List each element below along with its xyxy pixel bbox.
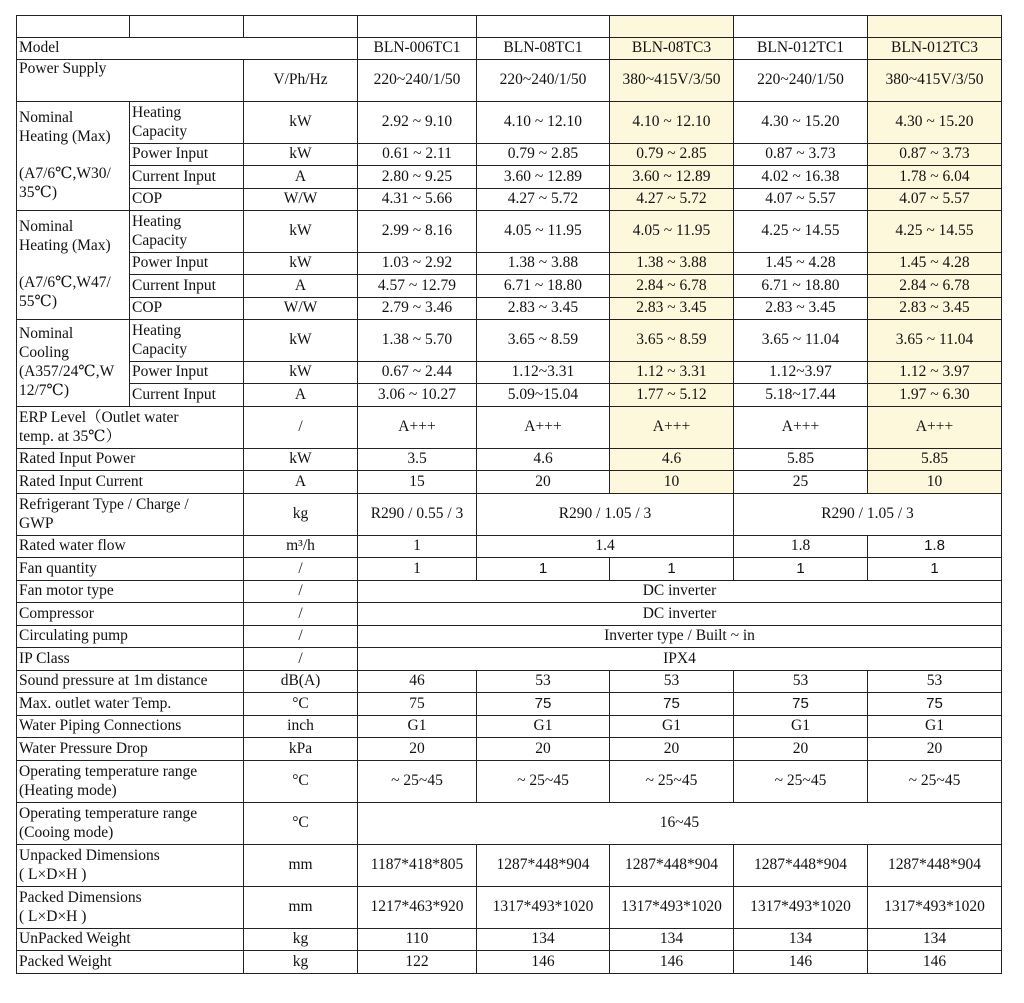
table-row [17,60,1002,102]
table-cell: 20 [477,738,610,761]
table-cell: kW [244,211,358,253]
table-cell: 2.80 ~ 9.25 [358,166,477,189]
table-cell: kW [244,320,358,362]
row-label-cell: Operating temperature range (Cooing mode) [17,803,244,845]
table-cell: 1.12 ~ 3.31 [610,362,734,384]
table-cell: 75 [358,693,477,716]
table-cell: 2.84 ~ 6.78 [868,275,1002,298]
table-cell: 134 [610,929,734,951]
table-cell: 1 [734,558,868,581]
row-label-cell: Power Supply [17,60,244,102]
table-cell: R290 / 1.05 / 3 [734,494,1002,536]
table-cell: 1287*448*904 [868,845,1002,887]
table-cell: 46 [358,671,477,693]
row-label-cell: Nominal Heating (Max) (A7/6℃,W30/ 35℃) [17,102,130,211]
table-cell [868,16,1002,38]
table-cell: 3.06 ~ 10.27 [358,384,477,407]
table-cell: 110 [358,929,477,951]
table-row [17,603,1002,626]
table-cell: kg [244,951,358,974]
table-row [17,693,1002,716]
table-row [17,803,1002,845]
table-row [17,671,1002,693]
table-cell: 1.4 [477,536,734,558]
table-cell: BLN-012TC1 [734,38,868,60]
row-label-cell: COP [130,298,244,320]
table-cell: DC inverter [358,603,1002,626]
table-cell: 1.8 [734,536,868,558]
table-cell: 1.45 ~ 4.28 [868,253,1002,275]
table-cell: W/W [244,298,358,320]
table-cell: 4.02 ~ 16.38 [734,166,868,189]
table-cell: 1217*463*920 [358,887,477,929]
table-cell: R290 / 1.05 / 3 [477,494,734,536]
table-cell: 10 [610,471,734,494]
table-cell: 2.79 ~ 3.46 [358,298,477,320]
table-cell: 134 [477,929,610,951]
table-cell: 4.05 ~ 11.95 [477,211,610,253]
spec-table-body [17,16,1002,974]
table-cell: 1.77 ~ 5.12 [610,384,734,407]
table-cell: 53 [868,671,1002,693]
table-cell: 20 [734,738,868,761]
table-cell: 1 [610,558,734,581]
table-cell: mm [244,845,358,887]
table-cell: 4.25 ~ 14.55 [734,211,868,253]
row-label-cell: Operating temperature range (Heating mode) [17,761,244,803]
table-row [17,648,1002,671]
table-cell: 4.10 ~ 12.10 [477,102,610,144]
table-cell: 1317*493*1020 [610,887,734,929]
table-cell: 0.79 ~ 2.85 [477,144,610,166]
table-cell: 146 [610,951,734,974]
table-cell: V/Ph/Hz [244,60,358,102]
table-cell: 4.27 ~ 5.72 [477,189,610,211]
table-cell: kW [244,449,358,471]
table-cell: A+++ [610,407,734,449]
table-cell: DC inverter [358,581,1002,603]
row-label-cell: Power Input [130,362,244,384]
row-label-cell: Circulating pump [17,626,244,648]
row-label-cell: Model [17,38,358,60]
table-cell: 2.84 ~ 6.78 [610,275,734,298]
table-cell: 4.10 ~ 12.10 [610,102,734,144]
table-row [17,102,1002,144]
table-cell [610,16,734,38]
table-row [17,253,1002,275]
table-cell: ~ 25~45 [477,761,610,803]
table-row [17,189,1002,211]
table-cell: ~ 25~45 [358,761,477,803]
table-cell: 4.05 ~ 11.95 [610,211,734,253]
table-cell: 4.30 ~ 15.20 [868,102,1002,144]
table-cell: A+++ [868,407,1002,449]
table-cell: 0.87 ~ 3.73 [734,144,868,166]
table-cell: kg [244,494,358,536]
row-label-cell: COP [130,189,244,211]
table-cell: / [244,558,358,581]
table-cell: A+++ [358,407,477,449]
table-cell: 1.12~3.31 [477,362,610,384]
table-cell: 146 [734,951,868,974]
table-row [17,38,1002,60]
row-label-cell: Compressor [17,603,244,626]
table-cell: 380~415V/3/50 [868,60,1002,102]
table-cell: 1317*493*1020 [734,887,868,929]
table-cell: 1 [358,536,477,558]
table-cell: 3.60 ~ 12.89 [477,166,610,189]
row-label-cell: Nominal Cooling (A357/24℃,W 12/7℃) [17,320,130,407]
table-cell [477,16,610,38]
table-cell: dB(A) [244,671,358,693]
row-label-cell: Water Pressure Drop [17,738,244,761]
table-cell: G1 [477,716,610,738]
table-cell: 1287*448*904 [610,845,734,887]
table-cell: 4.25 ~ 14.55 [868,211,1002,253]
table-row [17,581,1002,603]
table-row [17,716,1002,738]
table-cell: 75 [868,693,1002,716]
table-cell: R290 / 0.55 / 3 [358,494,477,536]
table-cell: A [244,384,358,407]
row-label-cell: UnPacked Weight [17,929,244,951]
table-cell: 220~240/1/50 [734,60,868,102]
table-row [17,449,1002,471]
table-cell: / [244,407,358,449]
table-cell: 1.38 ~ 3.88 [477,253,610,275]
table-row [17,494,1002,536]
table-cell: 20 [868,738,1002,761]
table-cell: 4.07 ~ 5.57 [734,189,868,211]
table-cell: A+++ [477,407,610,449]
table-cell: BLN-08TC1 [477,38,610,60]
table-cell: kW [244,102,358,144]
table-row [17,929,1002,951]
table-cell: 2.83 ~ 3.45 [610,298,734,320]
row-label-cell: Rated Input Power [17,449,244,471]
table-cell: 0.67 ~ 2.44 [358,362,477,384]
table-cell: 5.18~17.44 [734,384,868,407]
table-cell: 1.03 ~ 2.92 [358,253,477,275]
table-row [17,626,1002,648]
table-cell: °C [244,803,358,845]
table-row [17,362,1002,384]
table-cell: 2.99 ~ 8.16 [358,211,477,253]
table-cell: 1.97 ~ 6.30 [868,384,1002,407]
table-row [17,320,1002,362]
table-cell: 4.30 ~ 15.20 [734,102,868,144]
table-cell: m³/h [244,536,358,558]
table-row [17,384,1002,407]
table-cell: 3.65 ~ 8.59 [610,320,734,362]
table-cell: 5.85 [868,449,1002,471]
row-label-cell: Fan motor type [17,581,244,603]
row-label-cell: IP Class [17,648,244,671]
table-row [17,761,1002,803]
table-cell: Heating Capacity [130,211,244,253]
table-cell: 1 [868,558,1002,581]
table-cell: 4.27 ~ 5.72 [610,189,734,211]
row-label-cell: Max. outlet water Temp. [17,693,244,716]
table-row [17,887,1002,929]
table-cell: 220~240/1/50 [358,60,477,102]
row-label-cell: Water Piping Connections [17,716,244,738]
table-cell: BLN-08TC3 [610,38,734,60]
table-cell: 4.31 ~ 5.66 [358,189,477,211]
table-cell: 0.87 ~ 3.73 [868,144,1002,166]
table-cell [244,16,358,38]
table-cell: 53 [477,671,610,693]
table-cell: 122 [358,951,477,974]
table-cell: 1.38 ~ 5.70 [358,320,477,362]
table-row [17,536,1002,558]
table-cell: 1.12~3.97 [734,362,868,384]
table-cell: 15 [358,471,477,494]
row-label-cell: Fan quantity [17,558,244,581]
row-label-cell: Current Input [130,384,244,407]
table-cell: Inverter type / Built ~ in [358,626,1002,648]
row-label-cell: Unpacked Dimensions ( L×D×H ) [17,845,244,887]
table-cell: G1 [868,716,1002,738]
table-cell: 20 [610,738,734,761]
table-cell: 4.07 ~ 5.57 [868,189,1002,211]
table-cell: 3.5 [358,449,477,471]
table-row [17,211,1002,253]
table-cell: / [244,626,358,648]
table-cell: 1.12 ~ 3.97 [868,362,1002,384]
row-label-cell: Power Input [130,144,244,166]
table-cell: A+++ [734,407,868,449]
table-cell: 4.6 [477,449,610,471]
table-row [17,298,1002,320]
table-cell: 20 [358,738,477,761]
table-cell: A [244,166,358,189]
table-cell: 4.57 ~ 12.79 [358,275,477,298]
table-cell: 25 [734,471,868,494]
table-cell: 4.6 [610,449,734,471]
row-label-cell: Packed Weight [17,951,244,974]
row-label-cell: Sound pressure at 1m distance [17,671,244,693]
table-cell: 134 [868,929,1002,951]
table-cell: 1.78 ~ 6.04 [868,166,1002,189]
table-row [17,407,1002,449]
table-cell: IPX4 [358,648,1002,671]
table-row [17,738,1002,761]
table-cell [358,16,477,38]
table-cell: 5.09~15.04 [477,384,610,407]
table-cell: G1 [734,716,868,738]
table-cell: 1317*493*1020 [868,887,1002,929]
table-cell: 2.83 ~ 3.45 [734,298,868,320]
table-cell: 380~415V/3/50 [610,60,734,102]
row-label-cell: Rated Input Current [17,471,244,494]
row-label-cell: Packed Dimensions ( L×D×H ) [17,887,244,929]
table-row [17,275,1002,298]
table-cell: A [244,471,358,494]
table-cell: 6.71 ~ 18.80 [477,275,610,298]
row-label-cell: ERP Level（Outlet water temp. at 35℃） [17,407,244,449]
table-cell: kg [244,929,358,951]
table-cell: °C [244,761,358,803]
table-cell: / [244,648,358,671]
table-cell: 1 [477,558,610,581]
table-cell: 3.60 ~ 12.89 [610,166,734,189]
table-cell: 1.45 ~ 4.28 [734,253,868,275]
table-cell: kW [244,362,358,384]
table-cell: 53 [610,671,734,693]
row-label-cell: Power Input [130,253,244,275]
table-cell: BLN-012TC3 [868,38,1002,60]
table-cell: W/W [244,189,358,211]
table-cell: G1 [610,716,734,738]
table-cell: 1.8 [868,536,1002,558]
table-row [17,558,1002,581]
table-cell: 220~240/1/50 [477,60,610,102]
row-label-cell: Refrigerant Type / Charge / GWP [17,494,244,536]
table-cell: 3.65 ~ 11.04 [734,320,868,362]
row-label-cell: Nominal Heating (Max) (A7/6℃,W47/ 55℃) [17,211,130,320]
row-label-cell: Current Input [130,275,244,298]
table-cell: inch [244,716,358,738]
table-cell: G1 [358,716,477,738]
table-cell: 75 [734,693,868,716]
table-cell: 146 [477,951,610,974]
table-cell: Heating Capacity [130,320,244,362]
row-label-cell: Current Input [130,166,244,189]
table-cell: ~ 25~45 [734,761,868,803]
table-cell: A [244,275,358,298]
table-row [17,144,1002,166]
table-row [17,16,1002,38]
table-cell: 146 [868,951,1002,974]
table-cell: 0.79 ~ 2.85 [610,144,734,166]
table-cell: / [244,581,358,603]
table-cell: 1287*448*904 [734,845,868,887]
table-cell: kW [244,144,358,166]
table-cell: 134 [734,929,868,951]
table-cell: 5.85 [734,449,868,471]
table-cell: °C [244,693,358,716]
table-cell: ~ 25~45 [610,761,734,803]
table-cell: 1317*493*1020 [477,887,610,929]
table-cell: kW [244,253,358,275]
table-cell: 1287*448*904 [477,845,610,887]
table-row [17,845,1002,887]
table-cell [130,16,244,38]
spec-table [16,15,1002,974]
table-cell: 16~45 [358,803,1002,845]
table-row [17,471,1002,494]
table-cell: 0.61 ~ 2.11 [358,144,477,166]
table-cell: Heating Capacity [130,102,244,144]
table-cell: 1 [358,558,477,581]
table-cell: 1187*418*805 [358,845,477,887]
table-cell: 2.83 ~ 3.45 [477,298,610,320]
table-cell: 1.38 ~ 3.88 [610,253,734,275]
table-cell: 53 [734,671,868,693]
table-cell: 10 [868,471,1002,494]
table-cell: 75 [610,693,734,716]
row-label-cell: Rated water flow [17,536,244,558]
table-cell: ~ 25~45 [868,761,1002,803]
table-cell: 2.92 ~ 9.10 [358,102,477,144]
table-cell: / [244,603,358,626]
table-cell: BLN-006TC1 [358,38,477,60]
table-cell: 75 [477,693,610,716]
table-cell: 3.65 ~ 8.59 [477,320,610,362]
table-row [17,166,1002,189]
table-cell: 2.83 ~ 3.45 [868,298,1002,320]
row-label-cell [17,16,130,38]
table-cell: mm [244,887,358,929]
table-cell [734,16,868,38]
table-cell: kPa [244,738,358,761]
table-cell: 20 [477,471,610,494]
table-cell: 3.65 ~ 11.04 [868,320,1002,362]
table-cell: 6.71 ~ 18.80 [734,275,868,298]
table-row [17,951,1002,974]
